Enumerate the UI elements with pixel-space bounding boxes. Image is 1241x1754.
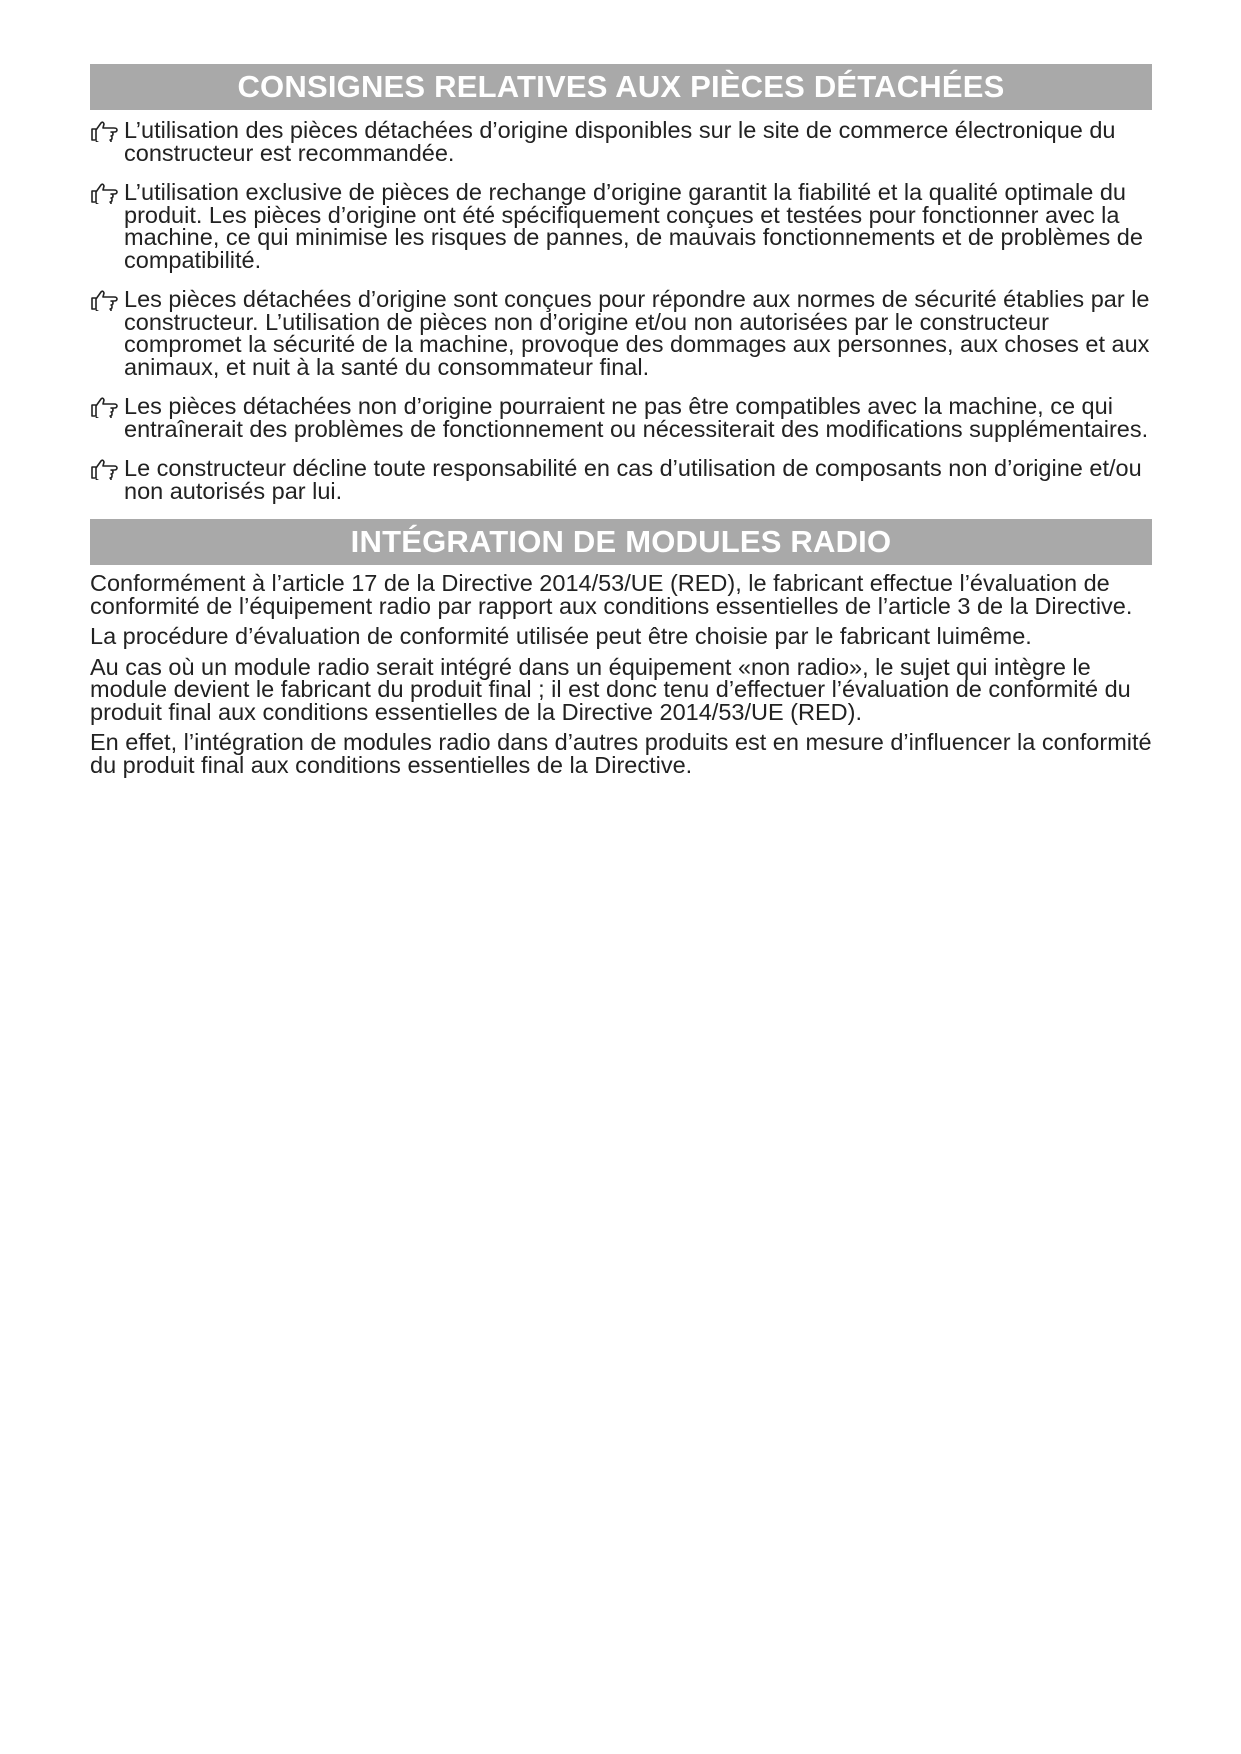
list-item [90,457,1152,502]
radio-modules-section [90,519,1152,776]
paragraph: Au cas où un module radio serait intégré dans un équipement «non radio», le sujet qui intègre le module devient le fabricant du produit final ; il est donc tenu d’effectuer l’évaluation de conformité du produit final aux conditions essentielles de la Directive 2014/53/UE (RED). [90,653,1131,725]
list-item [90,181,1152,271]
list-item [90,288,1152,378]
paragraph: En effet, l’intégration de modules radio dans d’autres produits est en mesure d’influencer la conformité du produit final aux conditions essentielles de la Directive. [90,729,1152,778]
pointing-hand-icon [90,396,118,418]
document-page [90,64,1152,784]
list-item-text: L’utilisation exclusive de pièces de rechange d’origine garantit la fiabilité et la qualité optimale du produit. Les pièces d’origine ont été spécifiquement conçues et testées pour fonctionner avec la machine, ce qui minimise les risques de pannes, de mauvais fonctionnements et de problèmes de compatibilité. [124,179,1143,273]
list-item [90,395,1152,440]
paragraph: Conformément à l’article 17 de la Directive 2014/53/UE (RED), le fabricant effectue l’évaluation de conformité de l’équipement radio par rapport aux conditions essentielles de l’article 3 de la Directive. [90,570,1133,619]
list-item-text: Les pièces détachées d’origine sont conçues pour répondre aux normes de sécurité établies par le constructeur. L’utilisation de pièces non d’origine et/ou non autorisées par le constructeur compromet la sécurité de la machine, provoque des dommages aux personnes, aux choses et aux animaux, et nuit à la santé du consommateur final. [124,286,1150,380]
list-item-text: Le constructeur décline toute responsabilité en cas d’utilisation de composants non d’origine et/ou non autorisés par lui. [124,455,1142,504]
paragraph: La procédure d’évaluation de conformité utilisée peut être choisie par le fabricant luimême. [90,623,1032,649]
pointing-hand-icon [90,289,118,311]
section-title-spare-parts: CONSIGNES RELATIVES AUX PIÈCES DÉTACHÉES [90,64,1152,110]
pointing-hand-icon [90,182,118,204]
pointing-hand-icon [90,458,118,480]
spare-parts-list [90,119,1152,502]
section-title-radio-modules: INTÉGRATION DE MODULES RADIO [90,519,1152,565]
pointing-hand-icon [90,120,118,142]
list-item-text: Les pièces détachées non d’origine pourraient ne pas être compatibles avec la machine, ce qui entraînerait des problèmes de fonctionnement ou nécessiterait des modifications supplémentaires. [124,393,1149,442]
radio-modules-body [90,572,1152,776]
list-item [90,119,1152,164]
list-item-text: L’utilisation des pièces détachées d’origine disponibles sur le site de commerce électronique du constructeur est recommandée. [124,117,1116,166]
